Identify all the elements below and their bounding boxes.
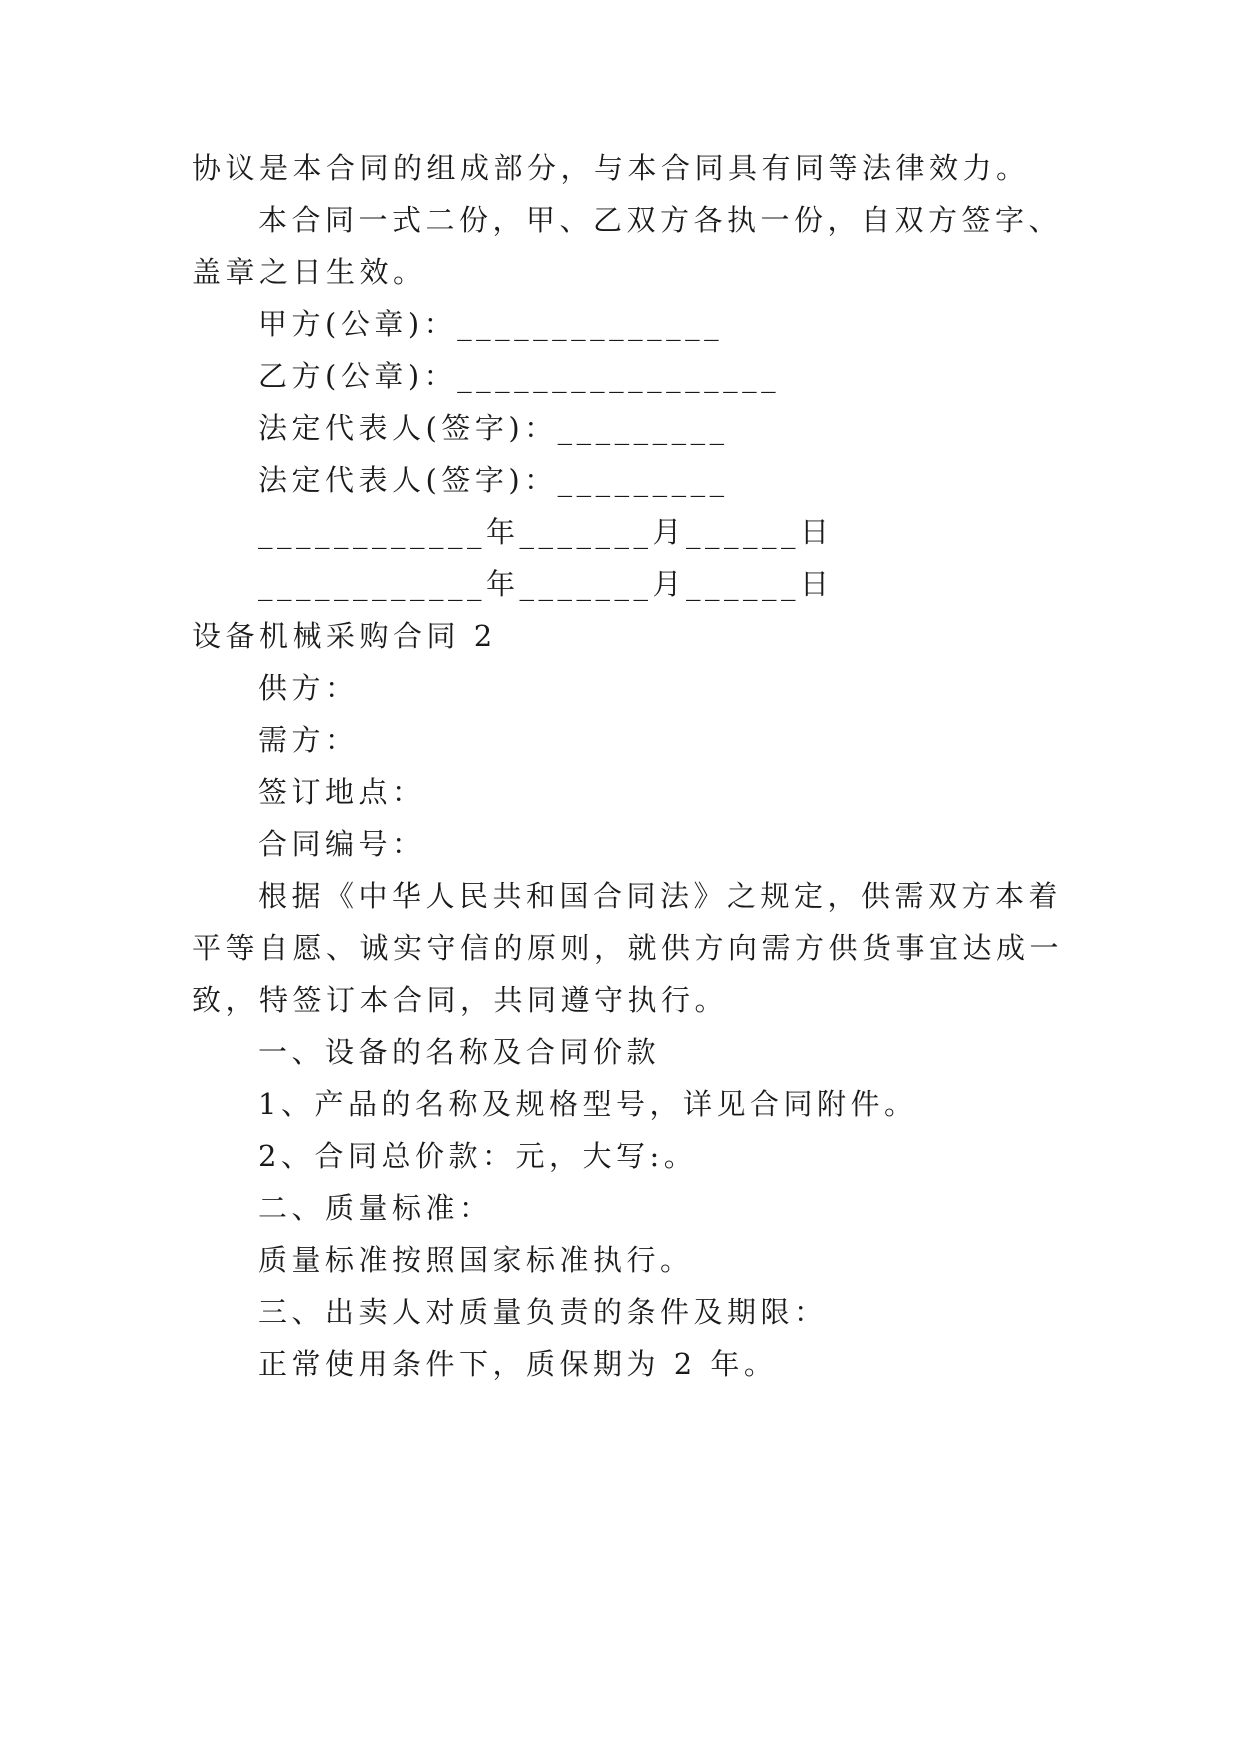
paragraph-line: 盖章之日生效。: [192, 255, 427, 289]
clause-heading: 二、质量标准：: [258, 1191, 493, 1225]
section-title: 设备机械采购合同 2: [192, 619, 497, 653]
clause-item: 1、产品的名称及规格型号，详见合同附件。: [258, 1087, 918, 1121]
field-signing-place: 签订地点：: [258, 775, 426, 809]
clause-item: 2、合同总价款：元，大写:。: [258, 1139, 698, 1173]
paragraph-line: 协议是本合同的组成部分，与本合同具有同等法律效力。: [192, 151, 1030, 185]
paragraph-line: 本合同一式二份，甲、乙双方各执一份，自双方签字、: [258, 203, 1063, 237]
field-contract-number: 合同编号：: [258, 827, 426, 861]
date-line: ____________年_______月______日: [258, 567, 834, 601]
signature-line-party-a: 甲方(公章)：______________: [258, 307, 724, 341]
clause-heading: 一、设备的名称及合同价款: [258, 1035, 661, 1069]
paragraph-line: 平等自愿、诚实守信的原则，就供方向需方供货事宜达成一: [192, 931, 1064, 965]
signature-line-party-b: 乙方(公章)：_________________: [258, 359, 781, 393]
signature-line-representative: 法定代表人(签字)：_________: [258, 411, 729, 445]
clause-item: 质量标准按照国家标准执行。: [258, 1243, 694, 1277]
date-line: ____________年_______月______日: [258, 515, 834, 549]
field-supplier: 供方：: [258, 671, 359, 705]
paragraph-line: 致，特签订本合同，共同遵守执行。: [192, 983, 729, 1017]
field-buyer: 需方：: [258, 723, 359, 757]
clause-item: 正常使用条件下，质保期为 2 年。: [258, 1347, 778, 1381]
paragraph-line: 根据《中华人民共和国合同法》之规定，供需双方本着: [258, 879, 1063, 913]
signature-line-representative: 法定代表人(签字)：_________: [258, 463, 729, 497]
clause-heading: 三、出卖人对质量负责的条件及期限：: [258, 1295, 828, 1329]
